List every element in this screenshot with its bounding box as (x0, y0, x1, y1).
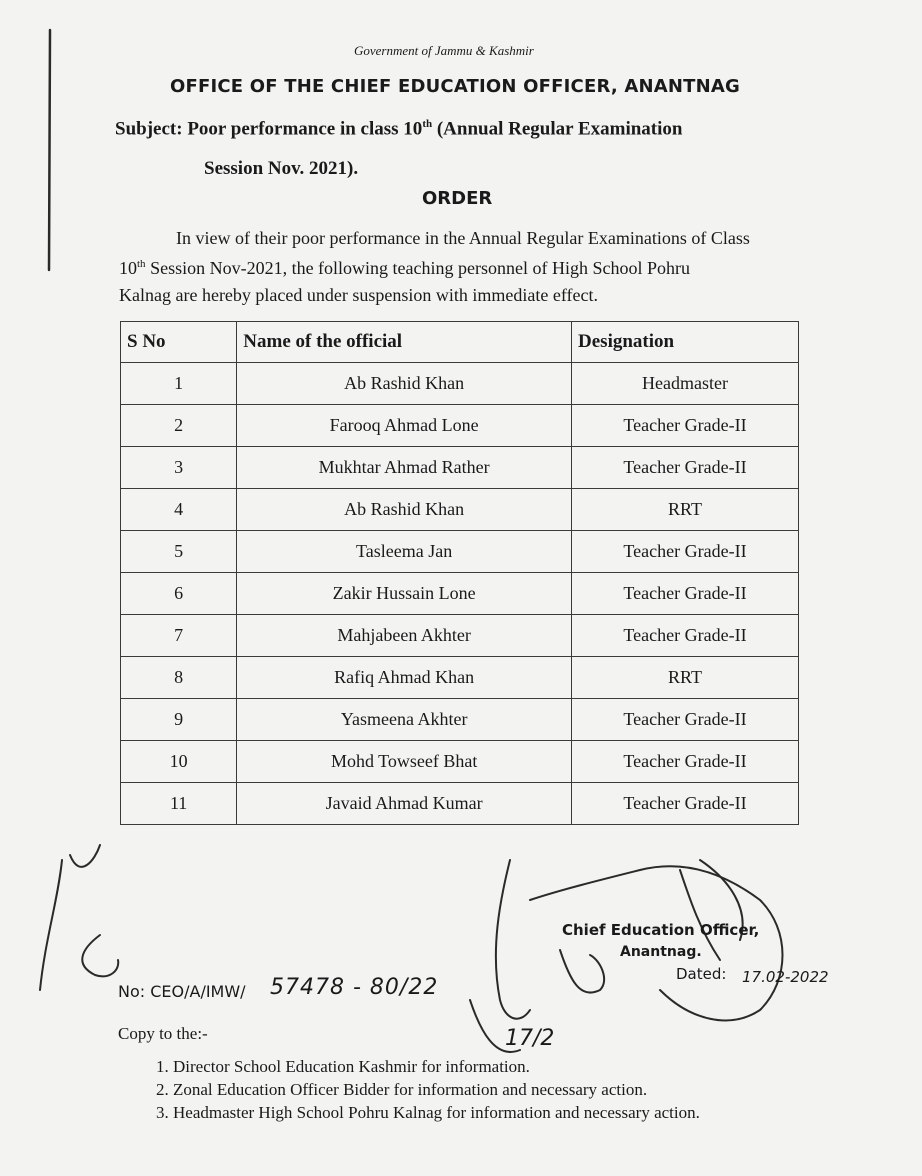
list-item: 2. Zonal Education Officer Bidder for information and necessary action. (173, 1078, 700, 1101)
office-heading: OFFICE OF THE CHIEF EDUCATION OFFICER, ANANTNAG (170, 76, 741, 97)
row-designation: Teacher Grade-II (572, 531, 799, 573)
body-line-2-sup: th (137, 258, 146, 270)
row-name: Rafiq Ahmad Khan (237, 657, 572, 699)
body-line-2-num: 10 (119, 258, 137, 278)
header-name: Name of the official (237, 322, 572, 363)
handwritten-initials: 17/2 (505, 1026, 555, 1051)
row-designation: Teacher Grade-II (572, 783, 799, 825)
row-designation: RRT (572, 657, 799, 699)
row-sno: 11 (121, 783, 237, 825)
copy-to-list (128, 1055, 700, 1124)
row-name: Mohd Towseef Bhat (237, 741, 572, 783)
body-line-1: In view of their poor performance in the Annual Regular Examinations of Class (176, 228, 750, 248)
subject-line-2: Session Nov. 2021). (204, 158, 359, 179)
row-designation: Teacher Grade-II (572, 615, 799, 657)
dated-value: 17.02-2022 (742, 968, 829, 986)
list-item: 1. Director School Education Kashmir for information. (173, 1055, 700, 1078)
row-designation: Teacher Grade-II (572, 741, 799, 783)
copy-to-label: Copy to the:- (118, 1024, 208, 1043)
row-sno: 1 (121, 363, 237, 405)
row-sno: 2 (121, 405, 237, 447)
margin-initials (40, 845, 100, 990)
row-name: Yasmeena Akhter (237, 699, 572, 741)
row-sno: 9 (121, 699, 237, 741)
header-designation: Designation (572, 322, 799, 363)
margin-stroke (49, 30, 50, 270)
header-sno: S No (121, 322, 237, 363)
signatory-designation: Chief Education Officer, (562, 921, 760, 939)
row-designation: Teacher Grade-II (572, 447, 799, 489)
row-sno: 3 (121, 447, 237, 489)
row-name: Farooq Ahmad Lone (237, 405, 572, 447)
row-designation: Headmaster (572, 363, 799, 405)
row-designation: Teacher Grade-II (572, 405, 799, 447)
row-designation: RRT (572, 489, 799, 531)
order-title: ORDER (422, 188, 493, 209)
body-line-2-text: Session Nov-2021, the following teaching personnel of High School Pohru (145, 258, 691, 278)
row-sno: 5 (121, 531, 237, 573)
body-line-3: Kalnag are hereby placed under suspension with immediate effect. (119, 285, 598, 305)
subject-text-1: Poor performance in class 10 (187, 118, 423, 140)
row-sno: 10 (121, 741, 237, 783)
row-designation: Teacher Grade-II (572, 573, 799, 615)
row-name: Mahjabeen Akhter (237, 615, 572, 657)
row-sno: 8 (121, 657, 237, 699)
row-designation: Teacher Grade-II (572, 699, 799, 741)
row-name: Ab Rashid Khan (237, 489, 572, 531)
reference-label: No: CEO/A/IMW/ (118, 982, 246, 1001)
row-name: Tasleema Jan (237, 531, 572, 573)
row-sno: 4 (121, 489, 237, 531)
margin-curve (82, 935, 118, 976)
subject-label: Subject: (115, 118, 183, 140)
government-heading: Government of Jammu & Kashmir (354, 43, 534, 58)
row-name: Ab Rashid Khan (237, 363, 572, 405)
list-item: 3. Headmaster High School Pohru Kalnag for information and necessary action. (173, 1101, 700, 1124)
dated-label: Dated: (676, 965, 727, 983)
subject-sup: th (422, 118, 433, 130)
signatory-place: Anantnag. (620, 944, 702, 960)
row-name: Zakir Hussain Lone (237, 573, 572, 615)
subject-text-2: (Annual Regular Examination (432, 118, 683, 140)
row-sno: 6 (121, 573, 237, 615)
reference-number: 57478 - 80/22 (270, 975, 439, 1000)
row-name: Mukhtar Ahmad Rather (237, 447, 572, 489)
row-name: Javaid Ahmad Kumar (237, 783, 572, 825)
row-sno: 7 (121, 615, 237, 657)
